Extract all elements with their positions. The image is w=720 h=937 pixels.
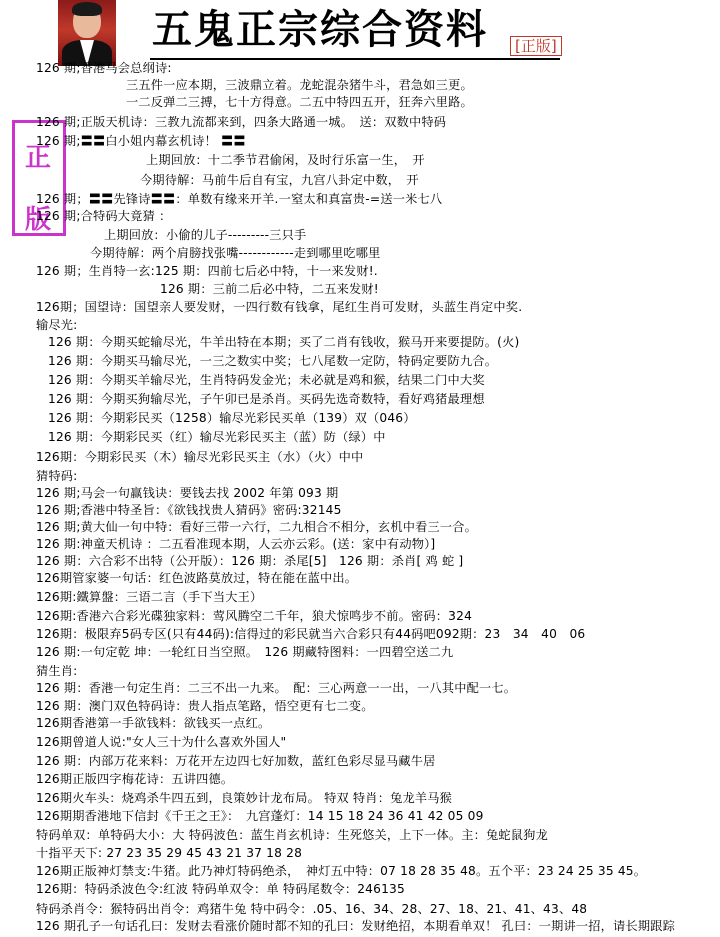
text-line: 上期回放：小偷的儿子---------三只手 bbox=[104, 228, 307, 242]
page-title: 五鬼正宗综合资料 bbox=[152, 6, 488, 53]
text-line: 猜生肖: bbox=[36, 664, 78, 678]
text-line: 猜特码: bbox=[36, 469, 78, 483]
text-line: 126期:香港六合彩光碟独家料：莺风腾空二千年，狼犬惊鸣步不前。密码：324 bbox=[36, 609, 473, 623]
text-line: 126 期;马会一句赢钱诀：要钱去找 2002 年第 093 期 bbox=[36, 486, 339, 500]
text-line: 126 期:神童天机诗 ：二五看准现本期，人云亦云彩。(送：家中有动物）] bbox=[36, 537, 436, 551]
text-line: 三五件一应本期，三波鼎立着。龙蛇混杂猪牛斗，君急如三更。 bbox=[126, 78, 473, 92]
page-header bbox=[0, 0, 720, 68]
text-line: 输尽光: bbox=[36, 318, 78, 332]
author-photo bbox=[58, 0, 116, 66]
text-line: 126 期；〓〓先锋诗〓〓：单数有缘来开羊.一窒太和真富贵-=送一米七八 bbox=[36, 192, 443, 206]
text-line: 126 期：今期买羊输尽光，生肖特码发金光；未必就是鸡和猴，结果二门中大奖 bbox=[48, 373, 485, 387]
text-line: 126期火车头：烧鸡杀牛四五到，良策妙计龙布局。 特双 特肖：兔龙羊马猴 bbox=[36, 791, 453, 805]
text-line: 126 期;黄大仙一句中特：看好三带一六行，二九相合不相分，玄机中看三一合。 bbox=[36, 520, 478, 534]
text-line: 126 期;正版天机诗：三教九流都来到，四条大路通一城。 送：双数中特码 bbox=[36, 115, 447, 129]
text-line: 126 期孔子一句话孔曰：发财去看涨价随时都不知的孔曰：发财绝招，本期看单双！ 孔曰：一期讲一招，请长期跟踪 bbox=[36, 919, 675, 933]
text-line: 126 期；生肖特一玄:125 期：四前七后必中特，十一来发财!. bbox=[36, 264, 378, 278]
text-line: 126期:鐵算盤：三语二言（手下当大王） bbox=[36, 590, 263, 604]
edition-badge: [正版] bbox=[510, 36, 562, 56]
text-line: 126期：特码杀波色令:红波 特码单双令：单 特码尾数令：246135 bbox=[36, 882, 405, 896]
title-underline bbox=[150, 58, 560, 60]
text-line: 十指平天下: 27 23 35 29 45 43 21 37 18 28 bbox=[36, 846, 303, 860]
text-line: 今期待解：两个肩膀找张嘴------------走到哪里吃哪里 bbox=[90, 246, 381, 260]
text-line: 126 期：今期买蛇输尽光，牛羊出特在本期；买了二肖有钱收，猴马开来要提防。(火) bbox=[48, 335, 520, 349]
text-line: 126期：今期彩民买（木）输尽光彩民买主（水）（火）中中 bbox=[36, 450, 364, 464]
text-line: 126 期:一句定乾 坤：一轮红日当空照。 126 期藏特图料：一四碧空送二九 bbox=[36, 645, 454, 659]
text-line: 126 期：香港一句定生肖：二三不出一九来。 配：三心两意一一出，一八其中配一七。 bbox=[36, 681, 517, 695]
text-line: 126期正版四字梅花诗：五讲四德。 bbox=[36, 772, 234, 786]
text-line: 126期管家婆一句话：红色波路莫放过，特在能在蓝中出。 bbox=[36, 571, 358, 585]
text-line: 126 期;〓〓白小姐内幕玄机诗！ 〓〓 bbox=[36, 134, 246, 148]
text-line: 126 期：今期买狗输尽光，子午卯已是杀肖。买码先选奇数特，看好鸡猪最理想 bbox=[48, 392, 485, 406]
text-line: 126 期：今期彩民买（1258）输尽光彩民买单（139）双（046） bbox=[48, 411, 416, 425]
text-line: 126 期;合特码大竟猜 ： bbox=[36, 209, 172, 223]
text-line: 126 期：三前二后必中特，二五来发财! bbox=[160, 282, 379, 296]
text-line: 126期曾道人说:"女人三十为什么喜欢外国人" bbox=[36, 735, 287, 749]
text-line: 126 期：今期买马输尽光，一三之数实中奖；七八尾数一定防，特码定要防九合。 bbox=[48, 354, 498, 368]
text-line: 126期期香港地下信封《千王之王》： 九宫蓬灯：14 15 18 24 36 41 42 05 09 bbox=[36, 809, 484, 823]
text-line: 126期正版神灯禁支:牛猪。此乃神灯特码绝杀， 神灯五中特：07 18 28 35 48。五个平：23 24 25 35 45。 bbox=[36, 864, 647, 878]
text-line: 126期；国望诗：国望亲人要发财，一四行数有钱拿，尾红生肖可发财，头蓝生肖定中奖. bbox=[36, 300, 523, 314]
text-line: 126 期：澳门双色特码诗：贵人指点笔路，悟空更有七二变。 bbox=[36, 699, 374, 713]
text-line: 126 期;香港中特圣旨：《欲钱找贵人猜码》密码:32145 bbox=[36, 503, 342, 517]
text-line: 126 期：今期彩民买（红）输尽光彩民买主（蓝）防（绿）中 bbox=[48, 430, 386, 444]
text-line: 特码单双：单特码大小：大 特码波色：蓝生肖玄机诗：生死悠关，上下一体。主：兔蛇鼠狗龙 bbox=[36, 828, 548, 842]
text-line: 特码杀肖令：猴特码出肖令：鸡猪牛兔 特中码令：.05、16、34、28、27、18、21、41、43、48 bbox=[36, 902, 588, 916]
text-line: 126 期;香港马会总纲诗: bbox=[36, 61, 172, 75]
text-line: 126 期：六合彩不出特（公开版）：126 期：杀尾[5] 126 期：杀肖[ 鸡 蛇 ] bbox=[36, 554, 464, 568]
text-line: 今期待解：马前牛后自有宝，九宫八卦定中数， 开 bbox=[140, 173, 419, 187]
text-line: 126期香港第一手欲钱料：欲钱买一点红。 bbox=[36, 716, 271, 730]
stamp-char-1: 正 bbox=[25, 143, 52, 173]
text-line: 一二反弹二三搏，七十方得意。二五中特四五开，狂奔六里路。 bbox=[126, 95, 473, 109]
text-line: 上期回放：十二季节君偷闲，及时行乐富一生， 开 bbox=[146, 153, 425, 167]
stamp-char-2: 版 bbox=[25, 205, 52, 235]
text-line: 126期：极限弃5码专区(只有44码):信得过的彩民就当六合彩只有44码吧092期：23 34 40 06 bbox=[36, 627, 586, 641]
text-line: 126 期：内部万花来料：万花开左边四七好加数，蓝红色彩尽显马藏牛居 bbox=[36, 754, 436, 768]
